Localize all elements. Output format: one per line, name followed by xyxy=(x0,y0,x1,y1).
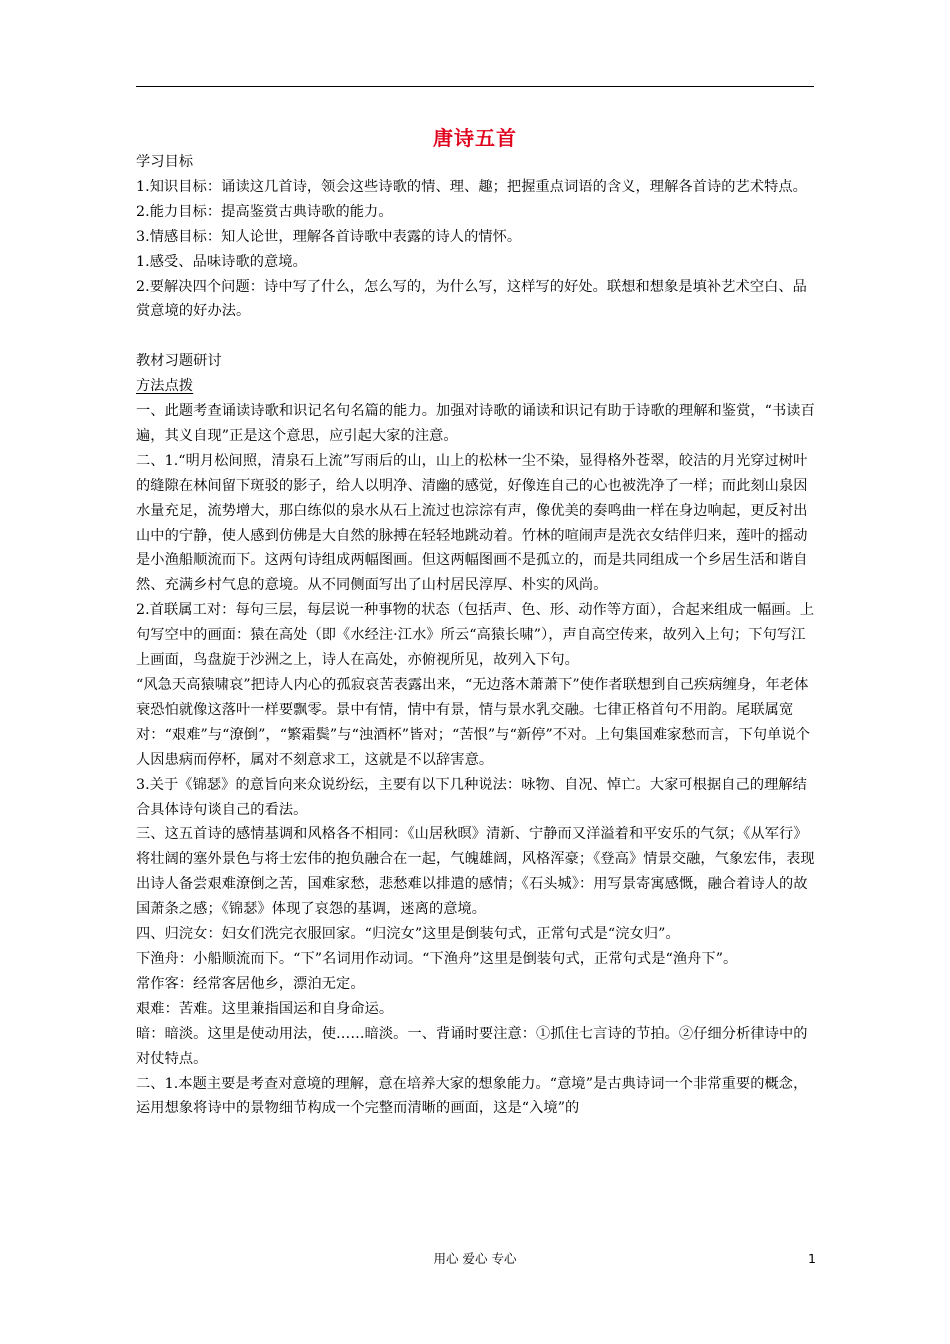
section-heading-exercises: 教材习题研讨 xyxy=(136,353,222,370)
section-heading-goals: 学习目标 xyxy=(136,154,194,170)
paragraph: 四、归浣女：妇女们洗完衣服回家。“归浣女”这里是倒装句式，正常句式是“浣女归”。 xyxy=(136,926,680,943)
document-body xyxy=(136,150,816,1121)
paragraph: 暗：暗淡。这里是使动用法，使……暗淡。一、背诵时要注意：①抓住七言诗的节拍。②仔细分析律诗中的对仗特点。 xyxy=(136,1025,808,1067)
paragraph: “风急天高猿啸哀”把诗人内心的孤寂哀苦表露出来，“无边落木萧萧下”使作者联想到自己疾病缠身，年老体衰恐怕就像这落叶一样要飘零。景中有情，情中有景，情与景水乳交融。七律正格首句不用韵。尾联属宽对：“艰难”与“潦倒”，“繁霜鬓”与“浊酒杯”皆对；“苦恨”与“新停”不对。上句集国难家愁而言，下句单说个人因患病而停杯，属对不刻意求工，这就是不以辞害意。 xyxy=(136,677,811,768)
page-number: 1 xyxy=(808,1251,816,1266)
goal-item: 1.知识目标：诵读这几首诗，领会这些诗歌的情、理、趣；把握重点词语的含义，理解各首诗的艺术特点。 xyxy=(136,178,807,195)
goal-item: 1.感受、品味诗歌的意境。 xyxy=(136,253,307,270)
spacer xyxy=(136,324,816,349)
paragraph: 下渔舟：小船顺流而下。“下”名词用作动词。“下渔舟”这里是倒装句式，正常句式是“渔舟下”。 xyxy=(136,950,738,967)
goal-item: 2.要解决四个问题：诗中写了什么，怎么写的，为什么写，这样写的好处。联想和想象是填补艺术空白、品赏意境的好办法。 xyxy=(136,278,807,320)
paragraph: 二、1.“明月松间照，清泉石上流”写雨后的山，山上的松林一尘不染，显得格外苍翠，皎洁的月光穿过树叶的缝隙在林间留下斑驳的影子，给人以明净、清幽的感觉，好像连自己的心也被洗净了一样；而此刻山泉因水量充足，流势增大，那白练似的泉水从石上流过也淙淙有声，像优美的奏鸣曲一样在身边响起，更反衬出山中的宁静，使人感到仿佛是大自然的脉搏在轻轻地跳动着。竹林的喧闹声是洗衣女结伴归来，莲叶的摇动是小渔船顺流而下。这两句诗组成两幅图画。但这两幅图画不是孤立的，而是共同组成一个乡居生活和谐自然、充满乡村气息的意境。从不同侧面写出了山村居民淳厚、朴实的风尚。 xyxy=(136,452,808,594)
method-heading: 方法点拨 xyxy=(136,378,194,395)
paragraph: 一、此题考查诵读诗歌和识记名句名篇的能力。加强对诗歌的诵读和识记有助于诗歌的理解和鉴赏，“书读百遍，其义自现”正是这个意思，应引起大家的注意。 xyxy=(136,403,815,444)
paragraph: 常作客：经常客居他乡，漂泊无定。 xyxy=(136,975,365,992)
header-rule xyxy=(136,86,814,87)
goal-item: 3.情感目标：知人论世，理解各首诗歌中表露的诗人的情怀。 xyxy=(136,228,522,245)
paragraph: 艰难：苦难。这里兼指国运和自身命运。 xyxy=(136,1000,394,1017)
paragraph: 2.首联属工对：每句三层，每层说一种事物的状态（包括声、色、形、动作等方面），合起来组成一幅画。上句写空中的画面：猿在高处（即《水经注·江水》所云“高猿长啸”），声自高空传来，故列入上句；下句写江上画面，鸟盘旋于沙洲之上，诗人在高处，亦俯视所见，故列入下句。 xyxy=(136,602,815,669)
paragraph: 三、这五首诗的感情基调和风格各不相同：《山居秋暝》清新、宁静而又洋溢着和平安乐的气氛；《从军行》将壮阔的塞外景色与将士宏伟的抱负融合在一起，气魄雄阔，风格浑豪；《登高》情景交融，气象宏伟，表现出诗人备尝艰难潦倒之苦，国难家愁，悲愁难以排遣的感情；《石头城》：用写景寄寓感慨，融合着诗人的故国萧条之感；《锦瑟》体现了哀怨的基调，迷离的意境。 xyxy=(136,826,815,918)
paragraph: 3.关于《锦瑟》的意旨向来众说纷纭，主要有以下几种说法：咏物、自况、悼亡。大家可根据自己的理解结合具体诗句谈自己的看法。 xyxy=(136,776,807,818)
paragraph: 二、1.本题主要是考查对意境的理解，意在培养大家的想象能力。“意境”是古典诗词一个非常重要的概念，运用想象将诗中的景物细节构成一个完整而清晰的画面，这是“入境”的 xyxy=(136,1075,808,1117)
footer-motto: 用心 爱心 专心 xyxy=(433,1251,517,1266)
goal-item: 2.能力目标：提高鉴赏古典诗歌的能力。 xyxy=(136,203,393,220)
page-title: 唐诗五首 xyxy=(433,126,517,150)
